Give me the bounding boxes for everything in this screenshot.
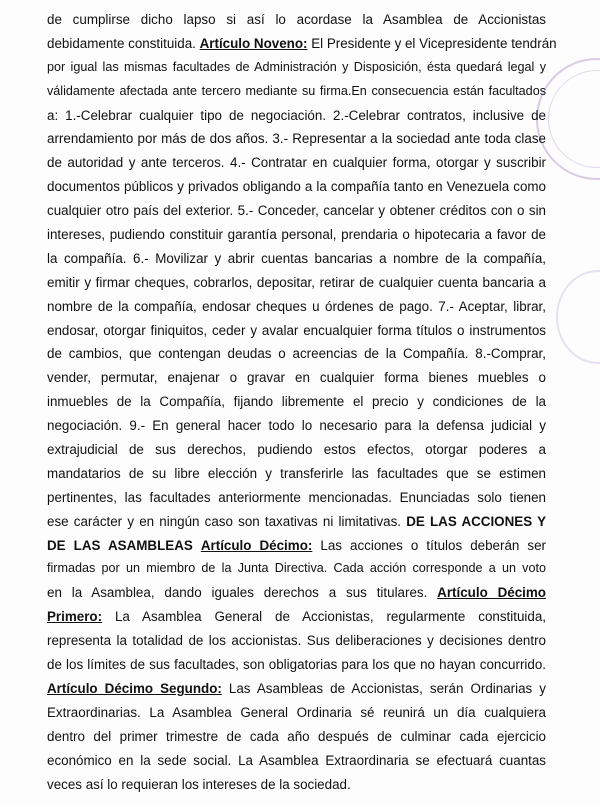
text-segment: cualquier otro país del exterior. 5.- Conceder, cancelar y obtener créditos con o sin	[47, 203, 546, 219]
text-segment: emitir y firmar cheques, cobrarlos, depositar, retirar de cualquier cuenta bancaria a	[47, 274, 546, 290]
text-segment: de autoridad y ante terceros. 4.- Contratar en cualquier forma, otorgar y suscribir	[47, 155, 546, 171]
text-segment: Extraordinarias. La Asamblea General Ordinaria sé reunirá un día cualquiera	[47, 704, 546, 720]
text-segment: extrajudicial de sus derechos, pudiendo estos efectos, otorgar poderes a	[47, 442, 546, 458]
text-segment: endosar, otorgar finiquitos, ceder y avalar encualquier forma títulos o instrumentos	[47, 322, 546, 338]
text-line	[47, 677, 546, 701]
text-segment: El Presidente y el Vicepresidente tendrán	[307, 35, 557, 51]
text-segment: veces así lo requieran los intereses de la sociedad.	[47, 776, 351, 792]
text-line	[47, 295, 546, 319]
text-segment: económico en la sede social. La Asamblea Extraordinaria se efectuará cuantas	[47, 752, 546, 768]
text-segment: a: 1.-Celebrar cualquier tipo de negociación. 2.-Celebrar contratos, inclusive de	[47, 107, 546, 123]
text-segment: documentos públicos y privados obligando a la compañía tanto en Venezuela como	[47, 179, 546, 195]
text-line	[47, 32, 557, 56]
text-line	[47, 725, 546, 749]
text-line	[47, 271, 546, 295]
text-segment: negociación. 9.- En general hacer todo lo necesario para la defensa judicial y	[47, 418, 546, 434]
text-segment: La Asamblea General de Accionistas, regularmente constituida,	[102, 609, 546, 625]
registry-stamp-partial	[556, 270, 600, 364]
text-line	[47, 127, 546, 151]
text-segment: la compañía. 6.- Movilizar y abrir cuentas bancarias a nombre de la compañía,	[47, 250, 546, 266]
text-line	[47, 199, 546, 223]
text-line	[47, 414, 546, 438]
text-segment: pertinentes, las facultades anteriormente mencionadas. Enunciadas solo tienen	[47, 489, 546, 505]
text-line	[47, 8, 546, 32]
text-segment: de cumplirse dicho lapso si así lo acordase la Asamblea de Accionistas	[47, 12, 546, 27]
text-segment: firmadas por un miembro de la Junta Directiva. Cada acción corresponde a un voto	[47, 561, 546, 576]
text-line	[47, 462, 546, 486]
text-line	[47, 319, 546, 343]
article-heading: Artículo Décimo Segundo:	[47, 680, 222, 696]
text-segment: nombre de la compañía, endosar cheques u órdenes de pago. 7.- Aceptar, librar,	[47, 298, 546, 314]
text-line	[47, 342, 546, 366]
article-heading: Artículo Décimo	[437, 585, 546, 601]
text-segment: dentro del primer trimestre de cada año después de culminar cada ejercicio	[47, 728, 546, 744]
text-segment: ese carácter y en ningún caso son taxativas ni limitativas.	[47, 513, 407, 529]
text-segment: válidamente afectada ante tercero mediante su firma.En consecuencia están facultados	[47, 83, 546, 98]
text-segment: Las Asambleas de Accionistas, serán Ordinarias y	[221, 680, 546, 696]
text-segment: inmuebles de la Compañía, fijando libremente el precio y condiciones de la	[47, 394, 546, 410]
text-line	[47, 366, 546, 390]
text-line	[47, 104, 546, 128]
text-segment: de los límites de sus facultades, son obligatorias para los que no hayan concurrido.	[47, 657, 546, 673]
text-segment: Las acciones o títulos deberán ser	[312, 537, 546, 553]
text-line	[47, 56, 546, 80]
text-line	[47, 653, 546, 677]
text-line	[47, 486, 546, 510]
text-segment	[193, 538, 201, 553]
section-heading: DE LAS ASAMBLEAS	[47, 537, 193, 553]
article-heading: Artículo Décimo:	[200, 537, 313, 553]
text-line	[47, 581, 546, 605]
text-segment: vender, permutar, enajenar o gravar en cualquier forma bienes muebles o	[47, 370, 546, 386]
text-line	[47, 510, 546, 534]
text-segment: debidamente constituida.	[47, 35, 200, 51]
text-segment: arrendamiento por más de dos años. 3.- Representar a la sociedad ante toda clase	[47, 131, 546, 147]
text-line	[47, 390, 546, 414]
text-line	[47, 175, 546, 199]
text-segment: intereses, pudiendo constituir garantía personal, prendaria o hipotecaria a favor de	[47, 227, 546, 243]
document-body	[47, 8, 557, 796]
text-line	[47, 557, 546, 581]
text-segment: mandatarios de su libre elección y transferirle las facultades que se estimen	[47, 465, 546, 481]
text-line	[47, 534, 546, 558]
text-segment: representa la totalidad de los accionistas. Sus deliberaciones y decisiones dentro	[47, 633, 546, 649]
text-line	[47, 701, 546, 725]
text-line	[47, 80, 546, 104]
text-line	[47, 749, 546, 773]
text-line	[47, 438, 546, 462]
text-line	[47, 605, 546, 629]
text-line	[47, 629, 546, 653]
text-line	[47, 223, 546, 247]
section-heading: DE LAS ACCIONES Y	[406, 513, 546, 529]
text-segment: en la Asamblea, dando iguales derechos a sus titulares.	[47, 585, 438, 601]
text-line	[47, 247, 546, 271]
text-line	[47, 151, 546, 175]
article-heading: Primero:	[47, 609, 103, 625]
article-heading: Artículo Noveno:	[199, 35, 308, 51]
text-segment: por igual las mismas facultades de Administración y Disposición, ésta quedará legal y	[47, 59, 546, 74]
text-segment: de cambios, que contengan deudas o acreencias de la Compañía. 8.-Comprar,	[47, 346, 546, 362]
text-line	[47, 773, 546, 797]
